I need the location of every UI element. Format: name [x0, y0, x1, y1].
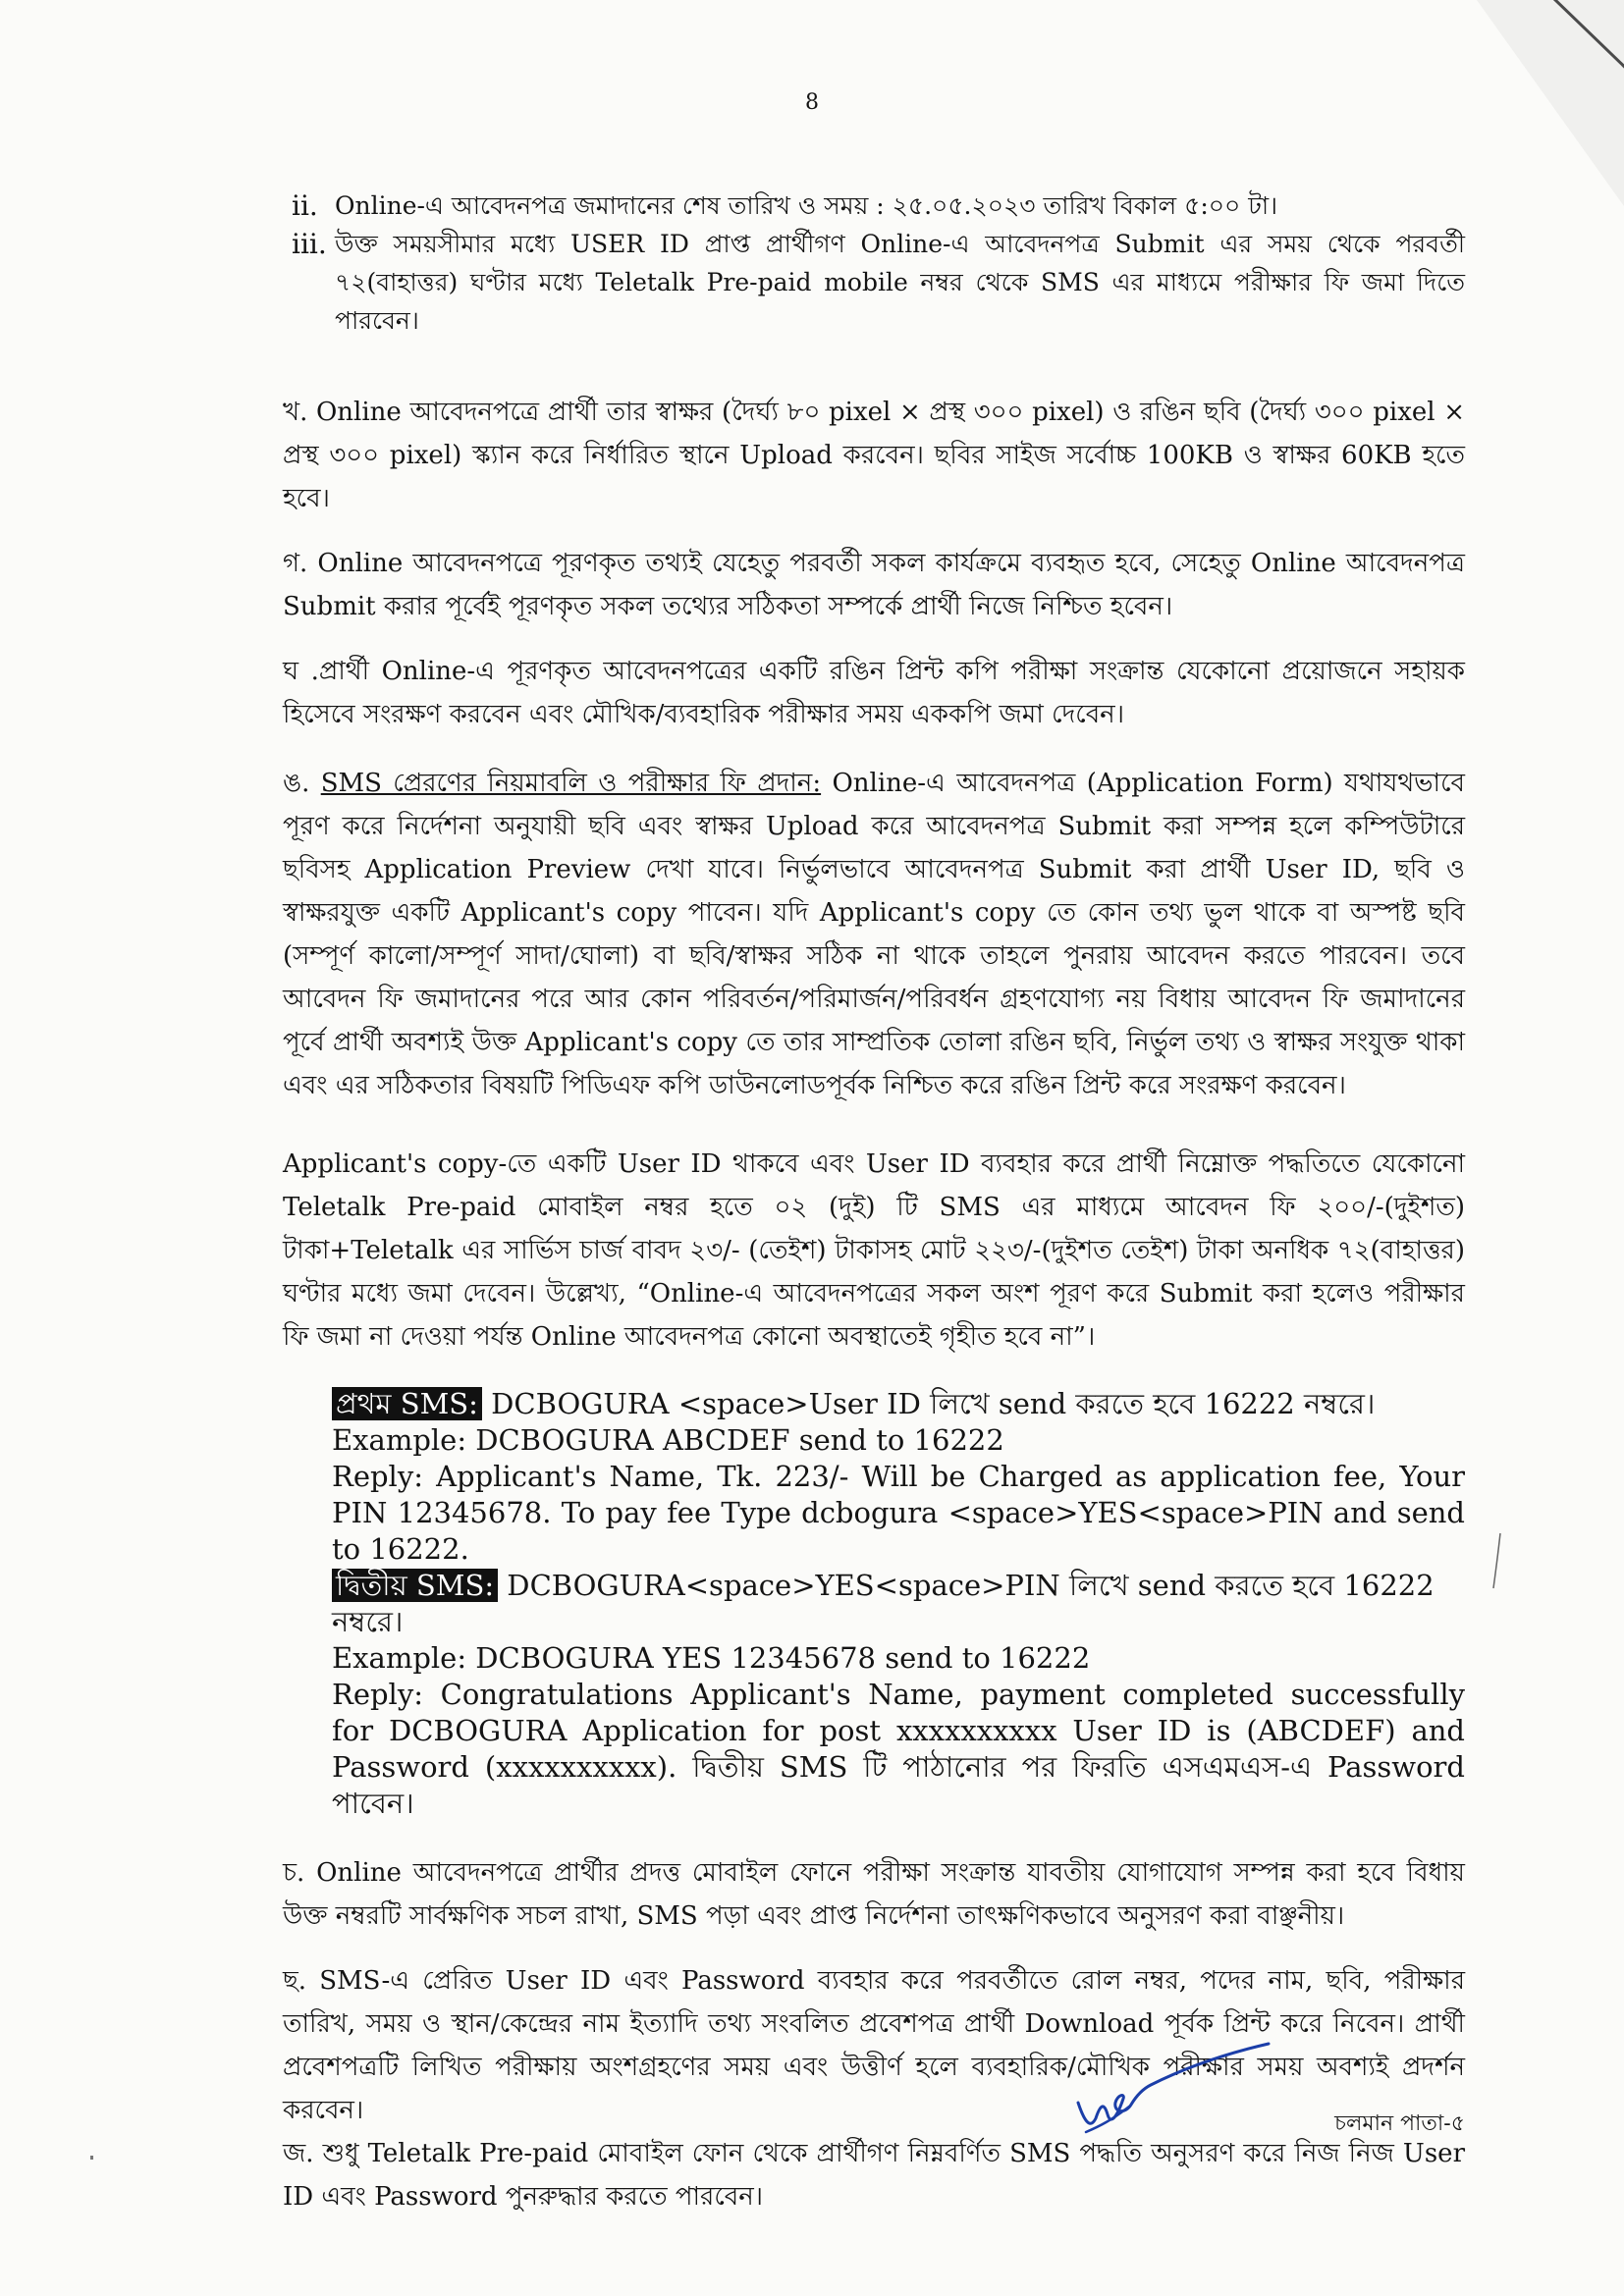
- sms1-instruction: [332, 1386, 1465, 1422]
- sms-instructions: [332, 1386, 1465, 1822]
- item-iii: [283, 225, 1465, 340]
- paragraph-kha: খ. Online আবেদনপত্রে প্রার্থী তার স্বাক্ষর (দৈর্ঘ্য ৮০ pixel × প্রস্থ ৩০০ pixel) ও রঙিন ছবি (দৈর্ঘ্য ৩০০ pixel × প্রস্থ ৩০০ pixel) স্ক্যান করে নির্ধারিত স্থানে Upload করবেন। ছবির সাইজ সর্বোচ্চ 100KB ও স্বাক্ষর 60KB হতে হবে।: [283, 398, 1465, 513]
- item-number: iii.: [292, 228, 327, 260]
- paragraph-gha: ঘ .প্রার্থী Online-এ পূরণকৃত আবেদনপত্রের একটি রঙিন প্রিন্ট কপি পরীক্ষা সংক্রান্ত যেকোনো প্রয়োজনে সহায়ক হিসেবে সংরক্ষণ করবেন এবং মৌখিক/ব্যবহারিক পরীক্ষার সময় এককপি জমা দেবেন।: [283, 657, 1465, 729]
- sms2-label: দ্বিতীয় SMS:: [332, 1569, 498, 1602]
- section-heading: SMS প্রেরণের নিয়মাবলি ও পরীক্ষার ফি প্রদান:: [320, 769, 822, 798]
- item-text: উক্ত সময়সীমার মধ্যে USER ID প্রাপ্ত প্রার্থীগণ Online-এ আবেদনপত্র Submit এর সময় থেকে পরবর্তী ৭২(বাহাত্তর) ঘণ্টার মধ্যে Teletalk Pre-paid mobile নম্বর থেকে SMS এর মাধ্যমে পরীক্ষার ফি জমা দিতে পারবেন।: [335, 230, 1465, 335]
- page-number: 8: [805, 90, 819, 115]
- paragraph-text: Online-এ আবেদনপত্র (Application Form) যথাযথভাবে পূরণ করে নির্দেশনা অনুযায়ী ছবি এবং স্বাক্ষর Upload করে আবেদনপত্র Submit করা সম্পন্ন হলে কম্পিউটারে ছবিসহ Application Preview দেখা যাবে। নির্ভুলভাবে আবেদনপত্র Submit করা প্রার্থী User ID, ছবি ও স্বাক্ষরযুক্ত একটি Applicant's copy পাবেন। যদি Applicant's copy তে কোন তথ্য ভুল থাকে বা অস্পষ্ট ছবি (সম্পূর্ণ কালো/সম্পূর্ণ সাদা/ঘোলা) বা ছবি/স্বাক্ষর সঠিক না থাকে তাহলে পুনরায় আবেদন করতে পারবেন। তবে আবেদন ফি জমাদানের পরে আর কোন পরিবর্তন/পরিমার্জন/পরিবর্ধন গ্রহণযোগ্য নয় বিধায় আবেদন ফি জমাদানের পূর্বে প্রার্থী অবশ্যই উক্ত Applicant's copy তে তার সাম্প্রতিক তোলা রঙিন ছবি, নির্ভুল তথ্য ও স্বাক্ষর সংযুক্ত থাকা এবং এর সঠিকতার বিষয়টি পিডিএফ কপি ডাউনলোডপূর্বক নিশ্চিত করে রঙিন প্রিন্ট করে সংরক্ষণ করবেন।: [283, 769, 1465, 1100]
- paragraph-uma: [283, 762, 1465, 1107]
- sms1-reply: Reply: Applicant's Name, Tk. 223/- Will be Charged as application fee, Your PIN 12345678. To pay fee Type dcbogura <space>YES<space>PIN and send to 16222.: [332, 1460, 1465, 1566]
- sms1-label: প্রথম SMS:: [332, 1387, 482, 1420]
- sms2-text: DCBOGURA<space>YES<space>PIN লিখে send করতে হবে 16222 নম্বরে।: [332, 1569, 1435, 1638]
- sms2-instruction: [332, 1568, 1465, 1640]
- sms1-text: DCBOGURA <space>User ID লিখে send করতে হবে 16222 নম্বরে।: [481, 1387, 1376, 1420]
- sms1-example: Example: DCBOGURA ABCDEF send to 16222: [332, 1423, 1004, 1457]
- sms2-reply: Reply: Congratulations Applicant's Name, payment completed successfully for DCBOGURA Application for post xxxxxxxxxx User ID is (ABCDEF) and Password (xxxxxxxxxx). দ্বিতীয় SMS টি পাঠানোর পর ফিরতি এসএমএস-এ Password পাবেন।: [332, 1678, 1465, 1820]
- paragraph-prefix: ঙ.: [283, 769, 321, 798]
- running-page-label: চলমান পাতা-৫: [1334, 2111, 1465, 2136]
- signature-image: [1060, 2042, 1276, 2160]
- item-ii: [283, 187, 1465, 225]
- paragraph-cha: চ. Online আবেদনপত্রে প্রার্থীর প্রদত্ত মোবাইল ফোনে পরীক্ষা সংক্রান্ত যাবতীয় যোগাযোগ সম্পন্ন করা হবে বিধায় উক্ত নম্বরটি সার্বক্ষণিক সচল রাখা, SMS পড়া এবং প্রাপ্ত নির্দেশনা তাৎক্ষণিকভাবে অনুসরণ করা বাঞ্ছনীয়।: [283, 1858, 1465, 1931]
- sms2-example: Example: DCBOGURA YES 12345678 send to 16222: [332, 1641, 1091, 1675]
- paragraph-applicant-copy: Applicant's copy-তে একটি User ID থাকবে এবং User ID ব্যবহার করে প্রার্থী নিম্নোক্ত পদ্ধতিতে যেকোনো Teletalk Pre-paid মোবাইল নম্বর হতে ০২ (দুই) টি SMS এর মাধ্যমে আবেদন ফি ২০০/-(দুইশত) টাকা+Teletalk এর সার্ভিস চার্জ বাবদ ২৩/- (তেইশ) টাকাসহ মোট ২২৩/-(দুইশত তেইশ) টাকা অনধিক ৭২(বাহাত্তর) ঘণ্টার মধ্যে জমা দেবেন। উল্লেখ্য, “Online-এ আবেদনপত্রের সকল অংশ পূরণ করে Submit করা হলেও পরীক্ষার ফি জমা না দেওয়া পর্যন্ত Online আবেদনপত্র কোনো অবস্থাতেই গৃহীত হবে না”।: [283, 1149, 1465, 1352]
- margin-mark: [1490, 1531, 1504, 1590]
- item-number: ii.: [292, 189, 318, 222]
- paragraph-chha: ছ. SMS-এ প্রেরিত User ID এবং Password ব্যবহার করে পরবর্তীতে রোল নম্বর, পদের নাম, ছবি, পরীক্ষার তারিখ, সময় ও স্থান/কেন্দ্রের নাম ইত্যাদি তথ্য সংবলিত প্রবেশপত্র প্রার্থী Download পূর্বক প্রিন্ট করে নিবেন। প্রার্থী প্রবেশপত্রটি লিখিত পরীক্ষায় অংশগ্রহণের সময় এবং উত্তীর্ণ হলে ব্যবহারিক/মৌখিক পরীক্ষার সময় অবশ্যই প্রদর্শন করবেন।: [283, 1966, 1465, 2125]
- paragraph-ga: গ. Online আবেদনপত্রে পূরণকৃত তথ্যই যেহেতু পরবর্তী সকল কার্যক্রমে ব্যবহৃত হবে, সেহেতু Online আবেদনপত্র Submit করার পূর্বেই পূরণকৃত সকল তথ্যের সঠিকতা সম্পর্কে প্রার্থী নিজে নিশ্চিত হবেন।: [283, 549, 1465, 621]
- document-body: [283, 187, 1465, 2218]
- item-text: Online-এ আবেদনপত্র জমাদানের শেষ তারিখ ও সময় : ২৫.০৫.২০২৩ তারিখ বিকাল ৫:০০ টা।: [335, 191, 1278, 220]
- scan-speck: [90, 2156, 93, 2160]
- paragraph-ja: জ. শুধু Teletalk Pre-paid মোবাইল ফোন থেকে প্রার্থীগণ নিম্নবর্ণিত SMS পদ্ধতি অনুসরণ করে নিজ নিজ User ID এবং Password পুনরুদ্ধার করতে পারবেন।: [283, 2139, 1465, 2212]
